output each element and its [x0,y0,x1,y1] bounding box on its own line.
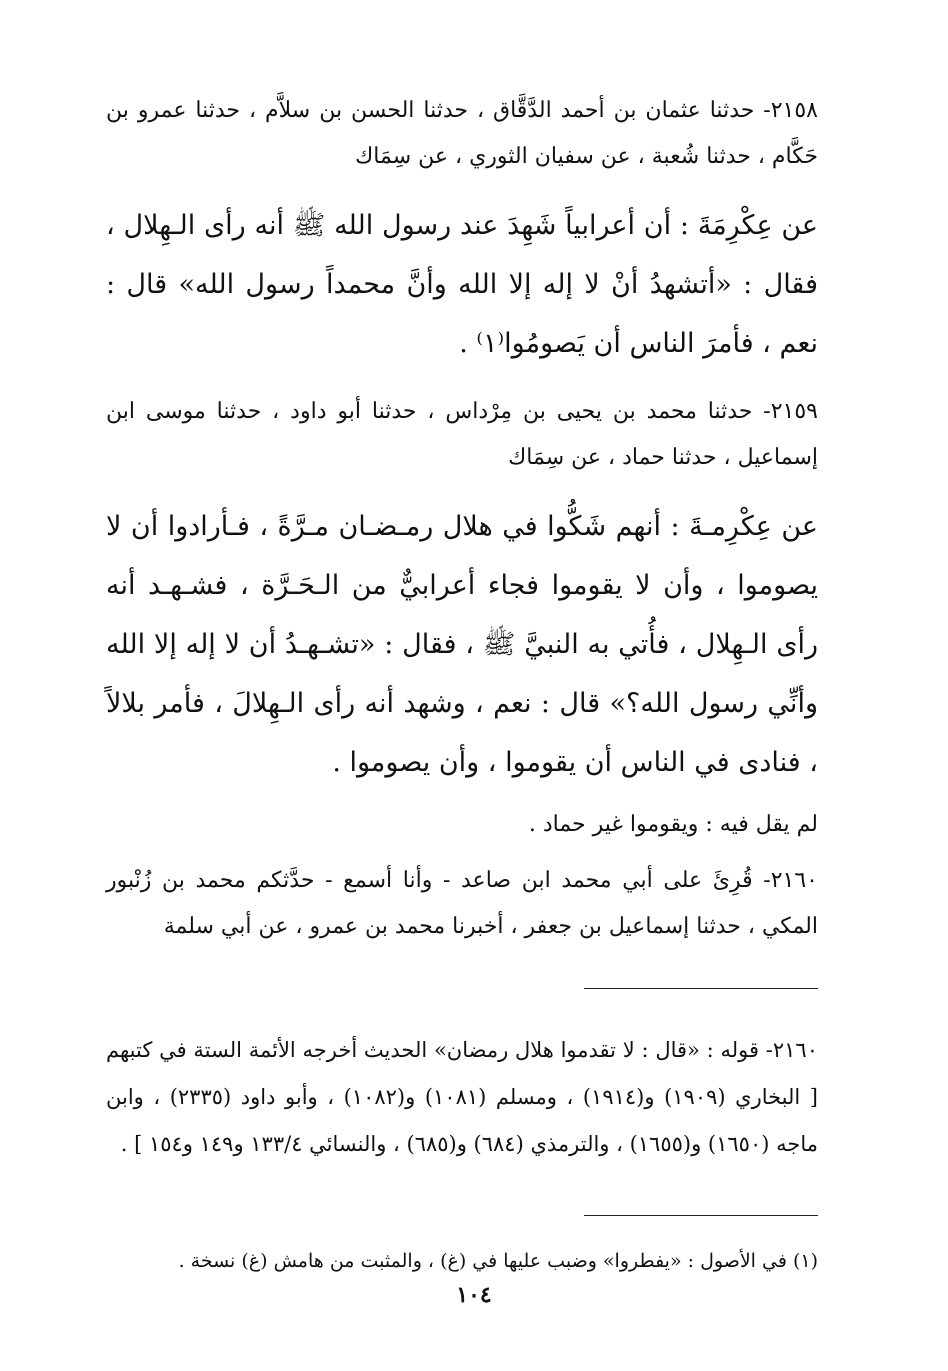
hadith-2159-isnad: ٢١٥٩- حدثنا محمد بن يحيى بن مِرْداس ، حدثنا أبو داود ، حدثنا موسى ابن إسماعيل ، حدثنا حماد ، عن سِمَاك [106,399,818,470]
hadith-2160-isnad: ٢١٦٠- قُرِئَ على أبي محمد ابن صاعد - وأنا أسمع - حدَّثكم محمد بن زُنْبور المكي ، حدثنا إسماعيل بن جعفر ، أخبرنا محمد بن عمرو ، عن أبي سلمة [106,868,818,939]
footnote-1: (١) في الأصول : «يفطروا» وضبب عليها في (غ) ، والمثبت من هامش (غ) نسخة . [178,1250,818,1272]
hadith-2158-matn: عن عِكْرِمَةَ : أن أعرابياً شَهِدَ عند رسول الله ﷺ أنه رأى الـهِلال ، فقال : «أتشهدُ أنْ لا إله إلا الله وأنَّ محمداً رسول الله» قال : نعم ، فأمرَ الناس أن يَصومُوا⁽١⁾ . [106,210,818,359]
hadith-2159-note: لم يقل فيه : ويقوموا غير حماد . [528,812,818,837]
footnote-takhrij: ٢١٦٠- قوله : «قال : لا تقدموا هلال رمضان» الحديث أخرجه الأئمة الستة في كتبهم [ البخاري (١٩٠٩) و(١٩١٤) ، ومسلم (١٠٨١) و(١٠٨٢) ، وأبو داود (٢٣٣٥) ، وابن ماجه (١٦٥٠) و(١٦٥٥) ، والترمذي (٦٨٤) و(٦٨٥) ، والنسائي ١٣٣/٤ و١٤٩ و١٥٤ ] . [106,1038,819,1156]
hadith-2159-matn: عن عِكْرِمـةَ : أنهم شَكُّوا في هلال رمـضـان مـرَّةً ، فـأرادوا أن لا يصوموا ، وأن لا يقوموا فجاء أعرابيٌّ من الـحَـرَّة ، فشـهـد أنه رأى الـهِلال ، فأُتي به النبيَّ ﷺ ، فقال : «تشـهـدُ أن لا إله إلا الله وأنِّي رسول الله؟» قال : نعم ، وشهد أنه رأى الـهِلالَ ، فأمر بلالاً ، فنادى في الناس أن يقوموا ، وأن يصوموا . [106,511,818,778]
footnote-separator [584,988,818,989]
main-text [106,88,818,950]
hadith-2158-isnad: ٢١٥٨- حدثنا عثمان بن أحمد الدَّقَّاق ، حدثنا الحسن بن سلاَّم ، حدثنا عمرو بن حَكَّام ، حدثنا شُعبة ، عن سفيان الثوري ، عن سِمَاك [106,98,818,169]
footnote-separator-2 [584,1215,818,1216]
page-number: ١٠٤ [456,1282,492,1308]
